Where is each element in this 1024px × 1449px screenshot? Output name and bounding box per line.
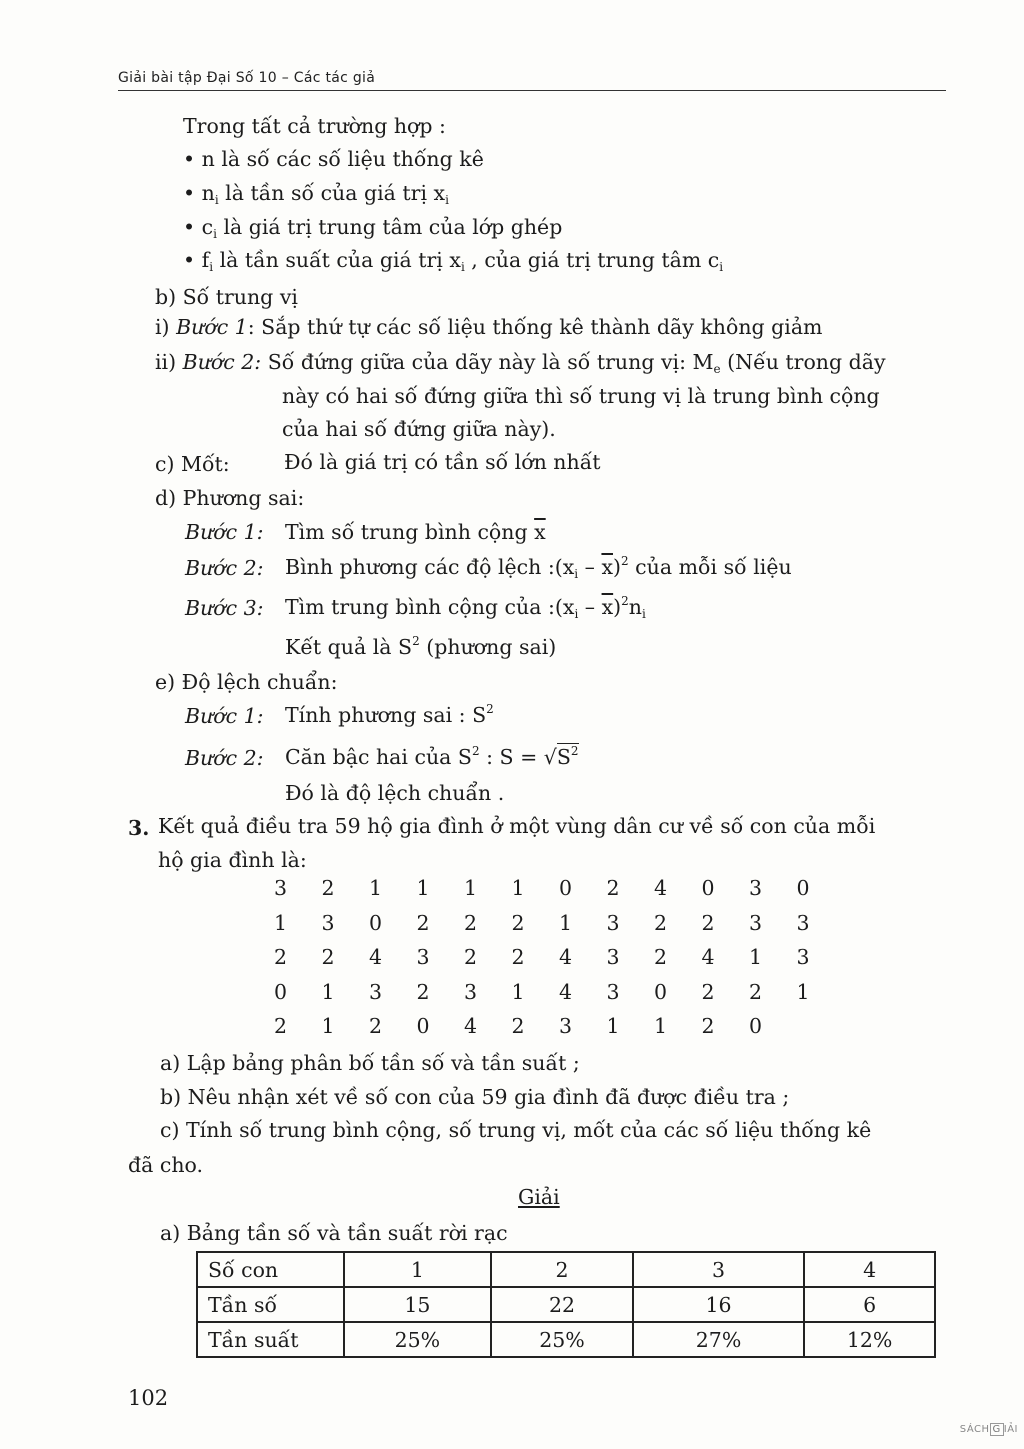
data-cell: 3: [749, 876, 763, 900]
header-text: Giải bài tập Đại Số 10 – Các tác giả: [118, 70, 376, 86]
data-cell: 2: [416, 979, 430, 1004]
data-cell: [791, 1014, 839, 1049]
question-c-line-2: đã cho.: [128, 1153, 204, 1177]
variance-step-1-text: Tìm số trung bình cộng $\overline{x}$: [285, 520, 546, 544]
table-row: [197, 1287, 935, 1322]
data-cell: 2: [274, 945, 288, 969]
row-label: Số con: [197, 1252, 344, 1287]
data-cell: 1: [274, 910, 288, 935]
bullet-3: • $c_i$ là giá trị trung tâm của lớp ghép: [183, 215, 563, 241]
data-cell: 1: [511, 979, 525, 1004]
stddev-step-1-text: Tính phương sai : $S^2$: [285, 702, 494, 727]
data-cell: 0: [559, 876, 573, 900]
data-cell: 4: [464, 1014, 478, 1038]
data-cell: 2: [274, 1014, 288, 1038]
data-cell: 2: [749, 979, 763, 1004]
table-cell: 12%: [804, 1322, 935, 1357]
median-step-2: ii) Bước 2: Số đứng giữa của dãy này là số trung vị: $M_e$ (Nếu trong dãy: [155, 350, 886, 376]
data-cell: 3: [606, 979, 620, 1004]
data-cell: 2: [369, 1014, 383, 1038]
intro-line: Trong tất cả trường hợp :: [183, 114, 446, 138]
table-cell: 25%: [344, 1322, 492, 1357]
data-cell: 0: [749, 1014, 763, 1038]
sqrt-sign: √: [543, 745, 557, 769]
row-label: Tần suất: [197, 1322, 344, 1357]
bullet-2: • $n_i$ là tần số của giá trị $x_i$: [183, 181, 449, 207]
data-cell: 1: [321, 1014, 335, 1038]
table-cell: 1: [344, 1252, 492, 1287]
data-cell: 2: [701, 1014, 715, 1038]
data-cell: 4: [559, 945, 573, 969]
data-cell: 2: [511, 910, 525, 935]
data-cell: 3: [369, 979, 383, 1004]
data-cell: 3: [464, 979, 478, 1004]
data-cell: 2: [511, 1014, 525, 1038]
data-cell: 0: [416, 1014, 430, 1038]
data-cell: 0: [796, 876, 810, 900]
data-cell: 2: [606, 876, 620, 900]
stddev-step-2-text: Căn bậc hai của $S^2$ : $S = √S^2$: [285, 744, 579, 769]
question-c-line-1: c) Tính số trung bình cộng, số trung vị, mốt của các số liệu thống kê: [160, 1118, 872, 1142]
variance-step-3-label: Bước 3:: [185, 596, 264, 620]
table-cell: 3: [633, 1252, 804, 1287]
data-cell: 4: [654, 876, 668, 900]
data-cell: 1: [654, 1014, 668, 1038]
data-cell: 2: [511, 945, 525, 969]
data-cell: 3: [796, 945, 810, 969]
median-title: b) Số trung vị: [155, 285, 298, 309]
data-cell: 1: [606, 1014, 620, 1038]
variance-result: Kết quả là $S^2$ (phương sai): [285, 634, 557, 659]
table-cell: 16: [633, 1287, 804, 1322]
variance-step-2-text: Bình phương các độ lệch $:(x_i - \overline{x})^2$ của mỗi số liệu: [285, 554, 792, 581]
mode-label: c) Mốt:: [155, 452, 230, 476]
median-step-1: i) Bước 1: Sắp thứ tự các số liệu thống kê thành dãy không giảm: [155, 315, 823, 339]
question-a: a) Lập bảng phân bố tần số và tần suất ;: [160, 1051, 580, 1075]
data-cell: 1: [796, 979, 810, 1004]
data-cell: 3: [749, 910, 763, 935]
data-cell: 0: [369, 910, 383, 935]
data-cell: 0: [274, 979, 288, 1004]
page-number: 102: [128, 1386, 169, 1410]
data-cell: 2: [701, 910, 715, 935]
variance-step-3-text: Tìm trung bình cộng của $:(x_i - \overline{x})^2n_i$: [285, 594, 646, 621]
table-cell: 27%: [633, 1322, 804, 1357]
problem-line-1: Kết quả điều tra 59 hộ gia đình ở một vùng dân cư về số con của mỗi: [158, 814, 876, 838]
data-cell: 0: [701, 876, 715, 900]
data-cell: 0: [654, 979, 668, 1004]
data-cell: 3: [416, 945, 430, 969]
data-cell: 1: [749, 945, 763, 969]
watermark-logo: SÁCH G IẢI: [959, 1424, 1018, 1435]
table-cell: 6: [804, 1287, 935, 1322]
data-cell: 3: [274, 876, 288, 900]
running-header: [118, 70, 946, 91]
bullet-4: • $f_i$ là tần suất của giá trị $x_i$ , của giá trị trung tâm $c_i$: [183, 248, 724, 274]
median-step-2-line-2: này có hai số đứng giữa thì số trung vị là trung bình cộng: [282, 384, 880, 408]
table-cell: 2: [491, 1252, 633, 1287]
table-cell: 4: [804, 1252, 935, 1287]
data-cell: 1: [464, 876, 478, 900]
stddev-conclusion: Đó là độ lệch chuẩn .: [285, 781, 505, 805]
data-cell: 2: [701, 979, 715, 1004]
variance-title: d) Phương sai:: [155, 486, 305, 510]
data-cell: 2: [321, 876, 335, 900]
data-cell: 4: [369, 945, 383, 969]
data-cell: 2: [321, 945, 335, 969]
data-cell: 3: [559, 1014, 573, 1038]
survey-data-grid: [268, 876, 838, 1049]
problem-number: 3.: [128, 816, 150, 840]
variance-step-2-label: Bước 2:: [185, 556, 264, 580]
data-cell: 3: [796, 910, 810, 935]
stddev-step-2-label: Bước 2:: [185, 746, 264, 770]
variance-step-1-label: Bước 1:: [185, 520, 264, 544]
data-cell: 2: [654, 945, 668, 969]
data-cell: 3: [606, 945, 620, 969]
mode-text: Đó là giá trị có tần số lớn nhất: [284, 450, 601, 474]
data-cell: 4: [701, 945, 715, 969]
data-cell: 1: [369, 876, 383, 900]
data-cell: 1: [321, 979, 335, 1004]
table-row: [197, 1252, 935, 1287]
solution-title: Giải: [518, 1185, 560, 1209]
bullet-1: • n là số các số liệu thống kê: [183, 147, 484, 171]
data-cell: 3: [321, 910, 335, 935]
problem-line-2: hộ gia đình là:: [158, 848, 307, 872]
table-cell: 25%: [491, 1322, 633, 1357]
table-cell: 15: [344, 1287, 492, 1322]
data-cell: 2: [464, 910, 478, 935]
data-cell: 4: [559, 979, 573, 1004]
table-row: [197, 1322, 935, 1357]
stddev-title: e) Độ lệch chuẩn:: [155, 670, 338, 694]
data-cell: 1: [416, 876, 430, 900]
question-b: b) Nêu nhận xét về số con của 59 gia đình đã được điều tra ;: [160, 1085, 790, 1109]
table-cell: 22: [491, 1287, 633, 1322]
data-cell: 1: [559, 910, 573, 935]
data-cell: 2: [654, 910, 668, 935]
solution-a-intro: a) Bảng tần số và tần suất rời rạc: [160, 1221, 508, 1245]
row-label: Tần số: [197, 1287, 344, 1322]
data-cell: 1: [511, 876, 525, 900]
data-cell: 3: [606, 910, 620, 935]
median-step-2-line-3: của hai số đứng giữa này).: [282, 417, 556, 441]
stddev-step-1-label: Bước 1:: [185, 704, 264, 728]
data-cell: 2: [416, 910, 430, 935]
frequency-table: [196, 1251, 936, 1358]
data-cell: 2: [464, 945, 478, 969]
